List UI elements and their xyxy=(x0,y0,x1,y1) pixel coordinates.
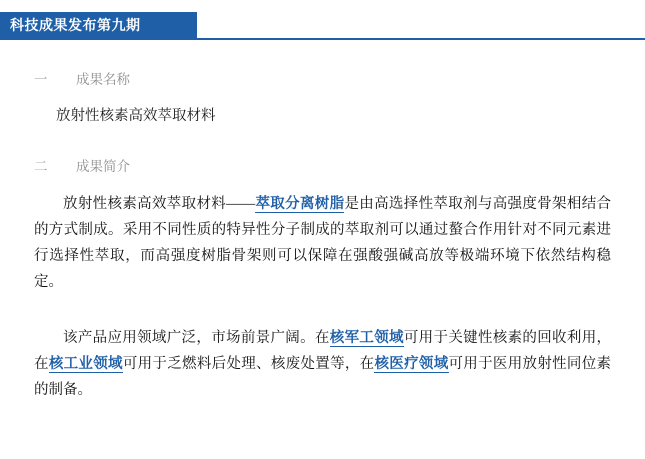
section-heading-2 xyxy=(34,155,611,175)
section-title-1: 成果名称 xyxy=(76,72,130,87)
paragraph-applications xyxy=(34,325,611,403)
document-header xyxy=(0,12,645,38)
section-number-2: 二 xyxy=(34,159,48,174)
paragraph-2-part-4: 可用于医用放射性同位素的制备。 xyxy=(34,356,612,398)
paragraph-intro xyxy=(34,191,611,295)
keyword-nuclear-medicine: 核医疗领域 xyxy=(374,356,449,372)
section-number-1: 一 xyxy=(34,72,48,87)
header-divider xyxy=(0,38,645,40)
paragraph-2-part-3: 可用于乏燃料后处理、核废处置等，在 xyxy=(122,356,375,372)
paragraph-1-part-2: 是由高选择性萃取剂与高强度骨架相结合的方式制成。采用不同性质的特异性分子制成的萃取剂可以通过螯合作用针对不同元素进行选择性萃取，而高强度树脂骨架则可以保障在强酸强碱高放等极端环境下依然结构稳定。 xyxy=(34,196,612,290)
paragraph-2-part-1: 该产品应用领域广泛，市场前景广阔。在 xyxy=(63,330,330,346)
keyword-nuclear-industry: 核工业领域 xyxy=(48,356,123,372)
page-title: 科技成果发布第九期 xyxy=(10,17,141,33)
section-heading-1 xyxy=(34,68,611,88)
keyword-extraction-resin: 萃取分离树脂 xyxy=(255,196,345,212)
keyword-nuclear-military: 核军工领域 xyxy=(329,330,404,346)
paragraph-1-part-1: 放射性核素高效萃取材料—— xyxy=(63,196,256,212)
document-content xyxy=(0,68,645,403)
document-page xyxy=(0,12,645,459)
result-name-text: 放射性核素高效萃取材料 xyxy=(56,108,216,124)
section-title-2: 成果简介 xyxy=(76,159,130,174)
paragraph-2-part-2: 可用于关键性核素的回收利用，在 xyxy=(34,330,612,372)
